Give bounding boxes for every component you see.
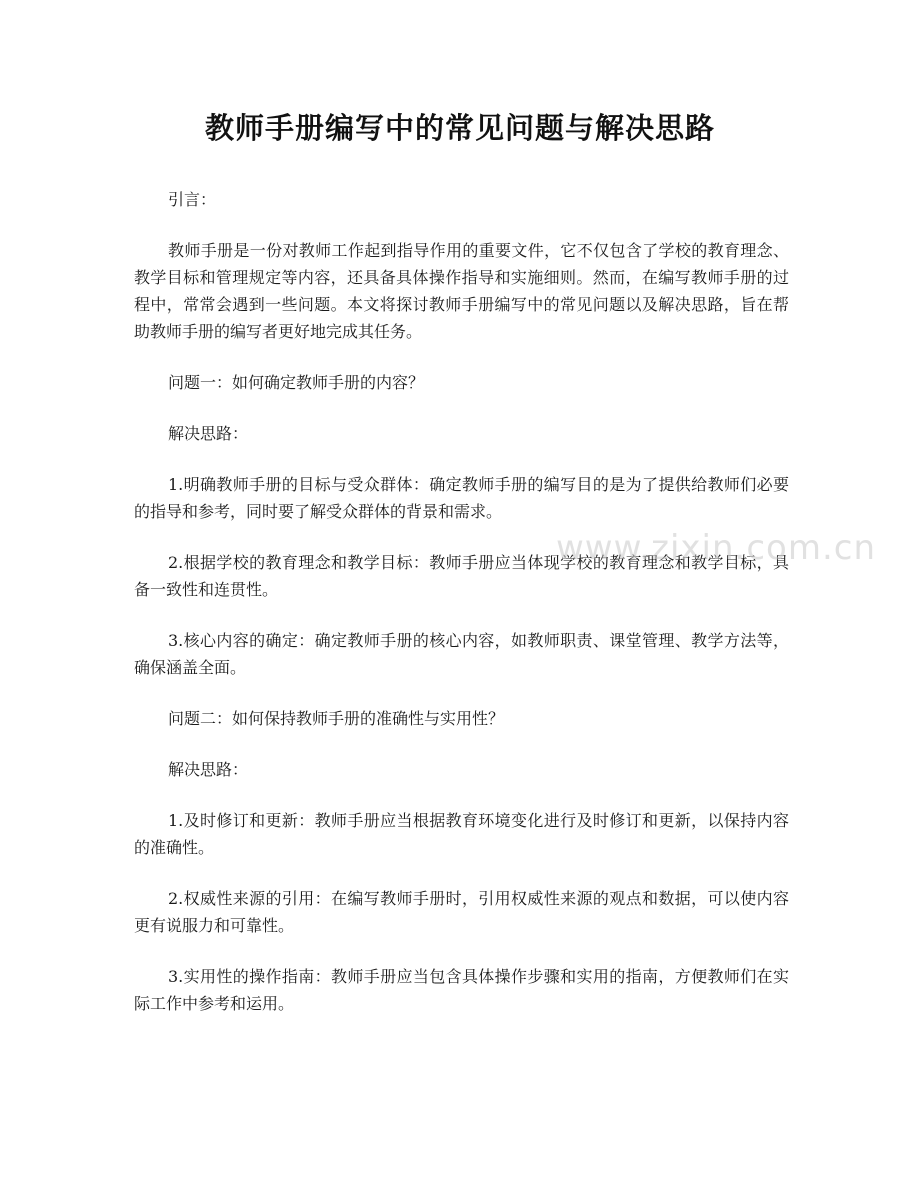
question-two-heading: 问题二：如何保持教师手册的准确性与实用性？ xyxy=(168,709,505,728)
solution-two-item-2: 2.权威性来源的引用：在编写教师手册时，引用权威性来源的观点和数据，可以使内容更有说服力和可靠性。 xyxy=(134,889,789,935)
question-one-heading: 问题一：如何确定教师手册的内容？ xyxy=(168,373,425,392)
solution-one-item-2: 2.根据学校的教育理念和教学目标：教师手册应当体现学校的教育理念和教学目标，具备一致性和连贯性。 xyxy=(134,553,789,599)
solution-one-item-1: 1.明确教师手册的目标与受众群体：确定教师手册的编写目的是为了提供给教师们必要的指导和参考，同时要了解受众群体的背景和需求。 xyxy=(134,475,789,521)
solution-label-two: 解决思路： xyxy=(168,760,249,779)
document-title: 教师手册编写中的常见问题与解决思路 xyxy=(204,111,715,145)
solution-label-one: 解决思路： xyxy=(168,424,249,443)
solution-two-item-3: 3.实用性的操作指南：教师手册应当包含具体操作步骤和实用的指南，方便教师们在实际工作中参考和运用。 xyxy=(134,967,789,1013)
intro-label: 引言： xyxy=(168,190,217,209)
document-body xyxy=(134,186,789,1041)
intro-paragraph: 教师手册是一份对教师工作起到指导作用的重要文件，它不仅包含了学校的教育理念、教学目标和管理规定等内容，还具备具体操作指导和实施细则。然而，在编写教师手册的过程中，常常会遇到一些问题。本文将探讨教师手册编写中的常见问题以及解决思路，旨在帮助教师手册的编写者更好地完成其任务。 xyxy=(134,241,789,341)
watermark-text: www.zixin.com.cn xyxy=(556,528,876,568)
solution-one-item-3: 3.核心内容的确定：确定教师手册的核心内容，如教师职责、课堂管理、教学方法等，确保涵盖全面。 xyxy=(134,631,789,677)
solution-two-item-1: 1.及时修订和更新：教师手册应当根据教育环境变化进行及时修订和更新，以保持内容的准确性。 xyxy=(134,811,789,857)
